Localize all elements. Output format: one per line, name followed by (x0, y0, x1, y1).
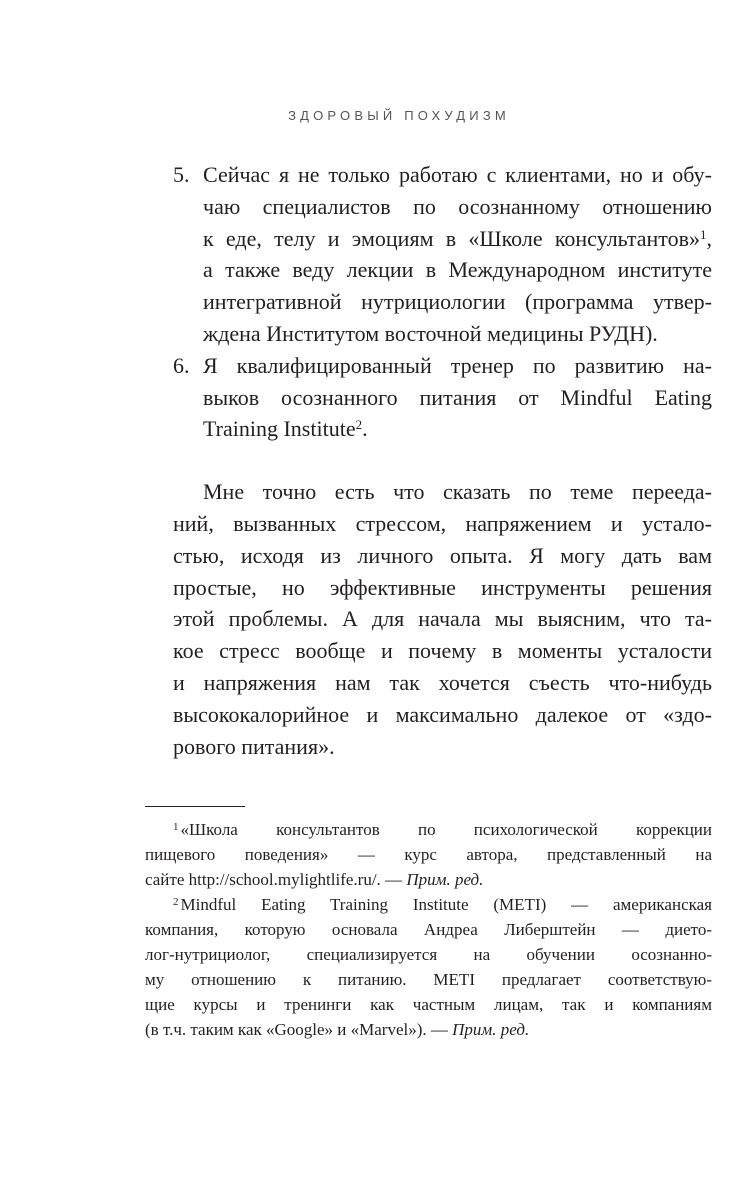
list-item-5 (173, 159, 712, 350)
footnote-mark: 1 (173, 821, 179, 834)
text-line (145, 868, 712, 893)
list-item-6 (173, 350, 712, 445)
text-line: лог-нутрициолог, специализируется на обучении осознанно- (145, 944, 712, 964)
editor-note: Прим. ред. (406, 870, 484, 890)
text-line: щие курсы и тренинги как частным лицам, так и компаниям (145, 994, 712, 1014)
text: Mindful Eating Training Institute (METI) — американская (180, 895, 712, 915)
footnote-divider (145, 806, 245, 807)
text-line: этой проблемы. А для начала мы выясним, что та- (173, 606, 712, 632)
running-head: ЗДОРОВЫЙ ПОХУДИЗМ (288, 108, 510, 123)
footnote-ref-1[interactable]: 1 (700, 226, 707, 242)
footnotes (145, 818, 712, 1042)
text-line: пищевого поведения» — курс автора, представленный на (145, 845, 712, 865)
footnote-mark: 2 (173, 896, 179, 909)
numbered-list (173, 159, 712, 445)
text-line: ждена Институтом восточной медицины РУДН). (203, 320, 658, 346)
text: Training Institute (203, 416, 356, 442)
text: «Школа консультантов по психологической коррекции (180, 820, 712, 840)
text-line: простые, но эффективные инструменты решения (173, 574, 712, 600)
page-content (145, 159, 712, 1043)
text: к еде, телу и эмоциям в «Школе консультантов» (203, 225, 700, 251)
text: (в т.ч. таким как «Google» и «Marvel»). — (145, 1019, 453, 1039)
footnote-ref-2[interactable]: 2 (355, 417, 363, 433)
text-line: Сейчас я не только работаю с клиентами, но и обу- (203, 162, 712, 187)
text: . (362, 416, 368, 442)
text-line: чаю специалистов по осознанному отношению (203, 193, 712, 219)
text-line: кое стресс вообще и почему в моменты усталости (173, 638, 712, 664)
text-line (145, 1018, 712, 1043)
text-line: интегративной нутрициологии (программа утвер- (203, 289, 712, 315)
text-line: рового питания». (173, 733, 335, 759)
footnote-2 (145, 893, 712, 918)
text-line (203, 223, 712, 255)
text-line: Мне точно есть что сказать по теме переедa- (203, 479, 712, 505)
text-line: стью, исходя из личного опыта. Я могу дать вам (173, 542, 712, 568)
text-line: высококалорийное и максимально далекое от «здо- (173, 701, 712, 727)
item-number: 5. (173, 162, 190, 187)
text-line: ний, вызванных стрессом, напряжением и устало- (173, 510, 712, 536)
item-number: 6. (173, 352, 190, 378)
text: , (706, 225, 712, 251)
text-line (203, 413, 712, 445)
text-line: выков осознанного питания от Mindful Eating (203, 384, 712, 410)
footnote-1 (145, 818, 712, 843)
text-line: Я квалифицированный тренер по развитию на- (203, 352, 712, 378)
text-line: и напряжения нам так хочется съесть что-нибудь (173, 669, 712, 695)
editor-note: Прим. ред. (452, 1019, 530, 1039)
text-line: а также веду лекции в Международном институте (203, 257, 712, 283)
text-line: компания, которую основала Андреа Либерштейн — дието- (145, 919, 712, 939)
text: сайте http://school.mylightlife.ru/. — (145, 870, 407, 890)
text-line: му отношению к питанию. METI предлагает соответствую- (145, 969, 712, 989)
body-paragraph (173, 476, 712, 762)
